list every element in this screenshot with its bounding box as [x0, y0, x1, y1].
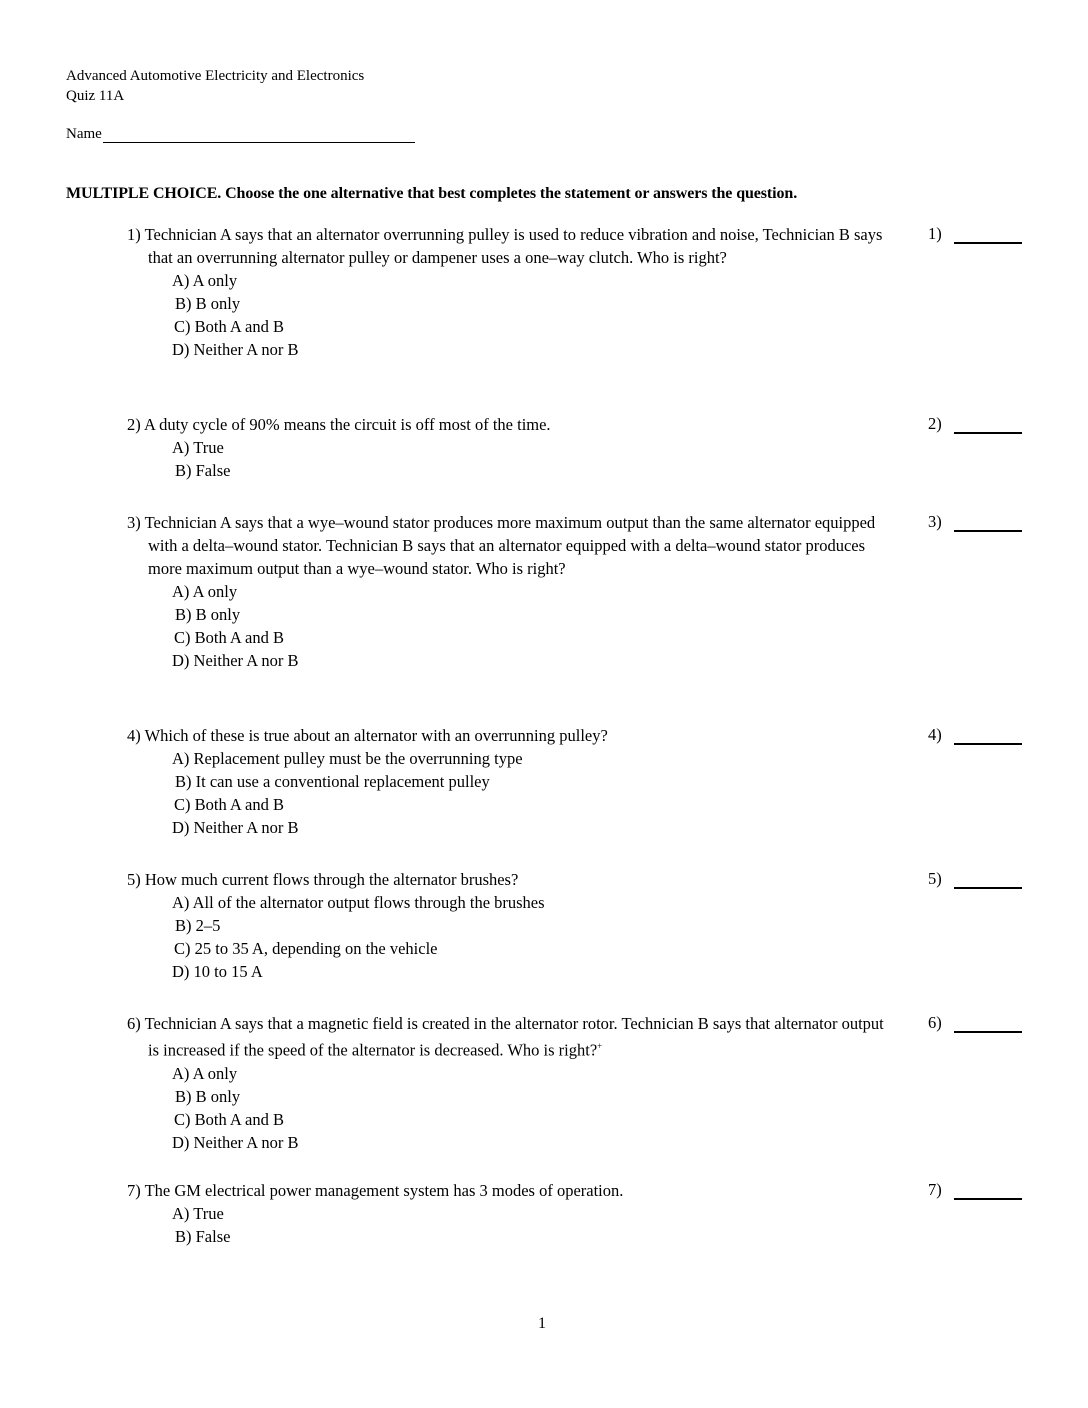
option-a: A) True — [172, 438, 224, 457]
answer-number: 7) — [928, 1180, 942, 1199]
section-instructions: MULTIPLE CHOICE. Choose the one alternative that best completes the statement or answers the question. — [66, 185, 798, 202]
question-stem — [127, 1012, 897, 1062]
option-c: C) 25 to 35 A, depending on the vehicle — [174, 939, 438, 958]
document-header — [66, 66, 364, 106]
option-a: A) A only — [172, 582, 238, 601]
option-b: B) B only — [175, 605, 241, 624]
answer-number: 1) — [928, 224, 942, 243]
option-d: D) Neither A nor B — [172, 340, 299, 359]
answer-number: 5) — [928, 869, 942, 888]
answer-blank[interactable] — [954, 514, 1022, 532]
question-stem-text: 6) Technician A says that a magnetic field is created in the alternator rotor. Technician B says that alternator output is increased if the speed of the alternator is decreased. Who is right? — [127, 1014, 884, 1060]
question-stem: 3) Technician A says that a wye–wound stator produces more maximum output than the same alternator equipped with a delta–wound stator. Technician B says that an alternator equipped with a delta–wound stator produces more maximum output than a wye–wound stator. Who is right? — [127, 513, 876, 578]
name-label: Name — [66, 126, 102, 142]
answer-number: 3) — [928, 512, 942, 531]
option-c: C) Both A and B — [174, 1109, 285, 1129]
option-c: C) Both A and B — [174, 795, 285, 814]
footnote-marker: + — [597, 1041, 603, 1051]
answer-blank[interactable] — [954, 1015, 1022, 1033]
question-stem: 1) Technician A says that an alternator overrunning pulley is used to reduce vibration and noise, Technician B says that an overrunning alternator pulley or dampener uses a one–way clutch. Who is right? — [127, 225, 883, 267]
answer-slot-5 — [928, 869, 1022, 889]
option-b: B) False — [175, 461, 231, 480]
option-b: B) It can use a conventional replacement pulley — [175, 772, 490, 791]
answer-blank[interactable] — [954, 1182, 1022, 1200]
answer-slot-2 — [928, 414, 1022, 434]
answer-number: 6) — [928, 1013, 942, 1032]
question-1 — [127, 223, 897, 361]
option-a: A) True — [172, 1204, 224, 1223]
answer-blank[interactable] — [954, 226, 1022, 244]
question-4 — [127, 724, 897, 839]
question-6 — [127, 1012, 897, 1154]
answer-number: 4) — [928, 725, 942, 744]
question-3 — [127, 511, 897, 672]
option-d: D) Neither A nor B — [172, 651, 299, 670]
question-7 — [127, 1179, 897, 1248]
option-a: A) All of the alternator output flows through the brushes — [172, 893, 545, 912]
question-stem: 4) Which of these is true about an alternator with an overrunning pulley? — [127, 726, 608, 745]
option-b: B) 2–5 — [175, 916, 221, 935]
option-a: A) Replacement pulley must be the overrunning type — [172, 749, 523, 768]
name-blank-line[interactable] — [103, 124, 415, 143]
course-title: Advanced Automotive Electricity and Electronics — [66, 68, 365, 84]
name-field — [66, 124, 415, 143]
page-number: 1 — [538, 1315, 546, 1332]
answer-blank[interactable] — [954, 871, 1022, 889]
option-a: A) A only — [172, 1063, 238, 1083]
question-5 — [127, 868, 897, 983]
answer-slot-1 — [928, 224, 1022, 244]
answer-slot-3 — [928, 512, 1022, 532]
answer-slot-6 — [928, 1013, 1022, 1033]
answer-slot-7 — [928, 1180, 1022, 1200]
question-stem: 7) The GM electrical power management system has 3 modes of operation. — [127, 1181, 624, 1200]
answer-number: 2) — [928, 414, 942, 433]
question-2 — [127, 413, 897, 482]
option-c: C) Both A and B — [174, 628, 285, 647]
question-stem: 5) How much current flows through the alternator brushes? — [127, 870, 519, 889]
quiz-title: Quiz 11A — [66, 88, 125, 104]
question-stem: 2) A duty cycle of 90% means the circuit is off most of the time. — [127, 415, 551, 434]
option-b: B) B only — [175, 294, 241, 313]
option-d: D) Neither A nor B — [172, 818, 299, 837]
answer-blank[interactable] — [954, 416, 1022, 434]
option-d: D) 10 to 15 A — [172, 962, 263, 981]
option-b: B) False — [175, 1227, 231, 1246]
answer-slot-4 — [928, 725, 1022, 745]
answer-blank[interactable] — [954, 727, 1022, 745]
option-a: A) A only — [172, 271, 238, 290]
option-b: B) B only — [175, 1086, 241, 1106]
option-c: C) Both A and B — [174, 317, 285, 336]
option-d: D) Neither A nor B — [172, 1132, 299, 1152]
